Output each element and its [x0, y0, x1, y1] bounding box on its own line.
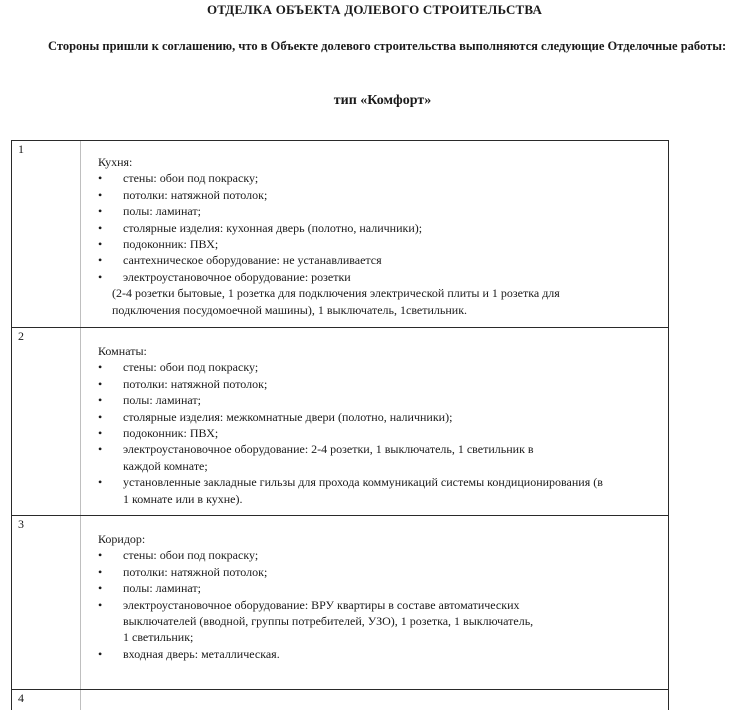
row-number: 4 [18, 691, 24, 705]
list-item-continuation: (2-4 розетки бытовые, 1 розетка для подключения электрической плиты и 1 розетка для [112, 286, 560, 301]
section-title: Комнаты: [98, 344, 147, 358]
list-item: • потолки: натяжной потолок; [98, 564, 660, 580]
list-item: • подоконник: ПВХ; [98, 425, 660, 441]
list-item: • столярные изделия: кухонная дверь (полотно, наличники); [98, 220, 660, 236]
list-item: • потолки: натяжной потолок; [98, 376, 660, 392]
type-title: тип «Комфорт» [333, 93, 432, 108]
list-item-continuation: 1 светильник; [123, 630, 194, 645]
rooms-section [98, 343, 660, 507]
list-item: • входная дверь: металлическая. [98, 646, 660, 662]
list-item: • полы: ламинат; [98, 392, 660, 408]
section-title: Кухня: [98, 155, 133, 169]
kitchen-section [98, 154, 660, 318]
list-item: • стены: обои под покраску; [98, 547, 660, 563]
item-list [98, 359, 660, 457]
list-item: • сантехническое оборудование: не устанавливается [98, 252, 660, 268]
list-item: • подоконник: ПВХ; [98, 236, 660, 252]
section-title: Коридор: [98, 532, 146, 546]
list-item-continuation: 1 комнате или в кухне). [123, 491, 243, 506]
intro-paragraph: Стороны пришли к соглашению, что в Объекте долевого строительства выполняются следующие Отделочные работы: [48, 39, 727, 53]
list-item: • потолки: натяжной потолок; [98, 187, 660, 203]
table-row-3 [11, 515, 669, 690]
item-list [98, 547, 660, 613]
item-list [98, 646, 660, 662]
column-divider [80, 690, 81, 710]
document-title: ОТДЕЛКА ОБЪЕКТА ДОЛЕВОГО СТРОИТЕЛЬСТВА [206, 2, 543, 17]
table-row-2 [11, 327, 669, 516]
row-number: 1 [18, 142, 24, 156]
list-item: • установленные закладные гильзы для прохода коммуникаций системы кондиционирования (в [98, 474, 660, 490]
column-divider [80, 328, 81, 515]
item-list [98, 474, 660, 490]
list-item: • стены: обои под покраску; [98, 170, 660, 186]
list-item: • полы: ламинат; [98, 580, 660, 596]
row-number: 2 [18, 329, 24, 343]
list-item: • электроустановочное оборудование: розетки [98, 269, 660, 285]
list-item: • стены: обои под покраску; [98, 359, 660, 375]
list-item-continuation: выключателей (вводной, группы потребителей, УЗО), 1 розетка, 1 выключатель, [123, 614, 534, 629]
list-item: • полы: ламинат; [98, 203, 660, 219]
list-item: • электроустановочное оборудование: ВРУ квартиры в составе автоматических [98, 597, 660, 613]
item-list [98, 170, 660, 285]
list-item-continuation: каждой комнате; [123, 458, 208, 473]
column-divider [80, 516, 81, 689]
table-row-4 [11, 689, 669, 710]
row-number: 3 [18, 517, 24, 531]
list-item: • столярные изделия: межкомнатные двери (полотно, наличники); [98, 409, 660, 425]
corridor-section [98, 531, 660, 662]
list-item: • электроустановочное оборудование: 2-4 розетки, 1 выключатель, 1 светильник в [98, 441, 660, 457]
table-row-1 [11, 140, 669, 328]
column-divider [80, 141, 81, 327]
list-item-continuation: подключения посудомоечной машины), 1 выключатель, 1светильник. [112, 302, 468, 317]
